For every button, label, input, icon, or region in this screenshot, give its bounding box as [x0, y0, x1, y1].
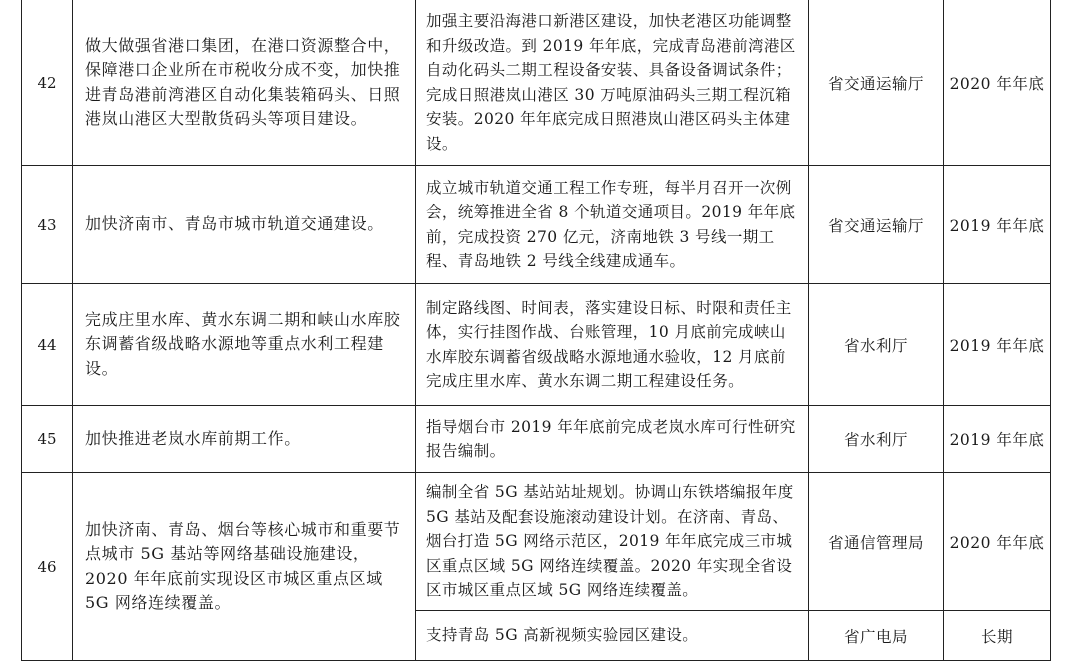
- table-row: [22, 406, 1051, 473]
- task-table: [21, 0, 1051, 661]
- measure-text: 制定路线图、时间表，落实建设日标、时限和责任主体，实行挂图作战、台账管理，10 月底前完成峡山水库胶东调蓄省级战略水源地通水验收，12 月底前完成庄里水库、黄水东调二期工程建设任务。: [416, 284, 809, 406]
- responsible-department: 省交通运输厅: [809, 0, 944, 166]
- responsible-department: 省交通运输厅: [809, 166, 944, 284]
- deadline: 2020 年年底: [944, 473, 1051, 611]
- row-number: 44: [22, 284, 73, 406]
- table-row: [22, 166, 1051, 284]
- measure-text: 支持青岛 5G 高新视频实验园区建设。: [416, 611, 809, 661]
- task-text: 完成庄里水库、黄水东调二期和峡山水库胶东调蓄省级战略水源地等重点水利工程建设。: [73, 284, 416, 406]
- task-text: 加快济南市、青岛市城市轨道交通建设。: [73, 166, 416, 284]
- row-number: 46: [22, 473, 73, 661]
- row-number: 43: [22, 166, 73, 284]
- measure-text: 加强主要沿海港口新港区建设，加快老港区功能调整和升级改造。到 2019 年年底，完成青岛港前湾港区自动化码头二期工程设备安装、具备设备调试条件；完成日照港岚山港区 30 万吨原油码头三期工程沉箱安装。2020 年年底完成日照港岚山港区码头主体建设。: [416, 0, 809, 166]
- task-text: 加快济南、青岛、烟台等核心城市和重要节点城市 5G 基站等网络基础设施建设，2020 年年底前实现设区市城区重点区域 5G 网络连续覆盖。: [73, 473, 416, 661]
- deadline: 2020 年年底: [944, 0, 1051, 166]
- row-number: 42: [22, 0, 73, 166]
- table-row: [22, 284, 1051, 406]
- responsible-department: 省水利厅: [809, 284, 944, 406]
- measure-text: 编制全省 5G 基站站址规划。协调山东铁塔编报年度 5G 基站及配套设施滚动建设计划。在济南、青岛、烟台打造 5G 网络示范区，2019 年年底完成三市城区重点区域 5G 网络连续覆盖。2020 年实现全省设区市城区重点区域 5G 网络连续覆盖。: [416, 473, 809, 611]
- row-number: 45: [22, 406, 73, 473]
- task-text: 加快推进老岚水库前期工作。: [73, 406, 416, 473]
- deadline: 2019 年年底: [944, 406, 1051, 473]
- responsible-department: 省广电局: [809, 611, 944, 661]
- table-row: [22, 473, 1051, 611]
- responsible-department: 省通信管理局: [809, 473, 944, 611]
- measure-text: 指导烟台市 2019 年年底前完成老岚水库可行性研究报告编制。: [416, 406, 809, 473]
- responsible-department: 省水利厅: [809, 406, 944, 473]
- measure-text: 成立城市轨道交通工程工作专班，每半月召开一次例会，统筹推进全省 8 个轨道交通项目。2019 年年底前，完成投资 270 亿元，济南地铁 3 号线一期工程、青岛地铁 2 号线全线建成通车。: [416, 166, 809, 284]
- deadline: 2019 年年底: [944, 166, 1051, 284]
- table-row: [22, 0, 1051, 166]
- task-text: 做大做强省港口集团，在港口资源整合中，保障港口企业所在市税收分成不变，加快推进青岛港前湾港区自动化集装箱码头、日照港岚山港区大型散货码头等项目建设。: [73, 0, 416, 166]
- deadline: 2019 年年底: [944, 284, 1051, 406]
- deadline: 长期: [944, 611, 1051, 661]
